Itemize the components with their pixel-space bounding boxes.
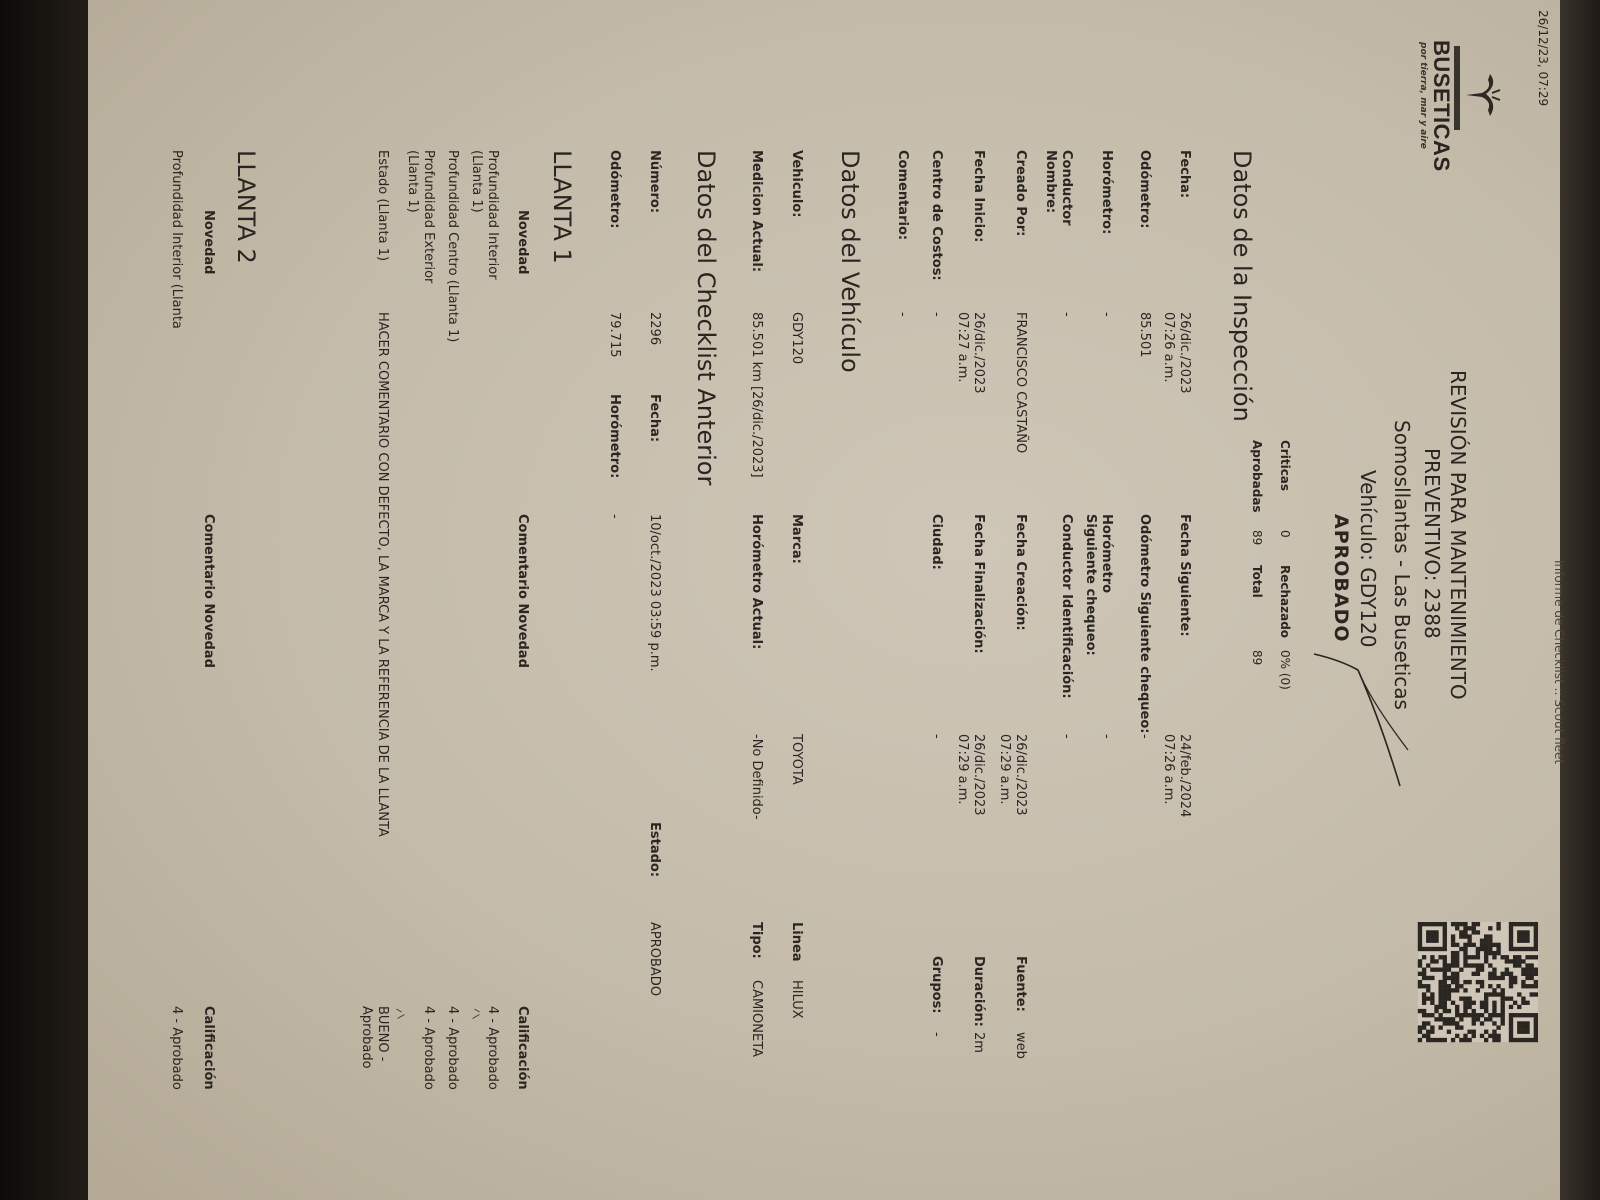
value-grupos: - bbox=[929, 1032, 944, 1037]
report-subtitle: Somosllantas - Las Buseticas bbox=[1390, 420, 1414, 710]
value-estado-anterior: APROBADO bbox=[647, 922, 662, 997]
pen-tick-mark bbox=[397, 1014, 404, 1019]
value-numero: 2296 bbox=[647, 312, 662, 346]
llanta1-row4-novedad: Estado (Llanta 1) bbox=[375, 150, 390, 262]
section-title-vehiculo: Datos del Vehículo bbox=[836, 150, 864, 373]
qr-code bbox=[1418, 922, 1538, 1042]
value-comentario: - bbox=[895, 312, 910, 317]
llanta2-row1-calificacion: 4 - Aprobado bbox=[169, 1006, 184, 1090]
llanta1-row4-comentario: HACER COMENTARIO CON DEFECTO, LA MARCA Y LA REFERENCIA DE LA LLANTA bbox=[375, 312, 390, 837]
handwritten-check-mark bbox=[1310, 650, 1410, 790]
label-fecha-siguiente: Fecha Siguiente: bbox=[1177, 514, 1192, 637]
value-tipo: CAMIONETA bbox=[749, 980, 764, 1058]
llanta2-col-comentario: Comentario Novedad bbox=[201, 514, 216, 668]
label-odometro-anterior: Odómetro: bbox=[607, 150, 622, 229]
value-fecha: 26/dic./2023 07:26 a.m. bbox=[1161, 312, 1192, 394]
value-marca: TOYOTA bbox=[789, 734, 804, 785]
logo-bar bbox=[1454, 46, 1460, 130]
value-medicion-actual: 85.501 km [26/dic./2023] bbox=[749, 312, 764, 478]
value-conductor-nombre: - bbox=[1059, 312, 1074, 317]
label-linea: Linea bbox=[789, 922, 804, 962]
logo-tagline: por tierra, mar y aire bbox=[1418, 42, 1428, 149]
value-odometro-siguiente: - bbox=[1137, 734, 1152, 739]
llanta1-col-calificacion: Calificación bbox=[515, 1006, 530, 1090]
stat-rechazado-value: 0% (0) bbox=[1278, 650, 1292, 690]
photo-background-left bbox=[0, 0, 88, 1200]
label-fecha: Fecha: bbox=[1177, 150, 1192, 199]
photo-background-right bbox=[1560, 0, 1600, 1200]
value-fecha-creacion: 26/dic./2023 07:29 a.m. bbox=[997, 734, 1028, 816]
value-fecha-anterior: 10/oct./2023 03:59 p.m. bbox=[647, 514, 662, 672]
value-fecha-finalizacion: 26/dic./2023 07:29 a.m. bbox=[955, 734, 986, 816]
logo-name: BUSETICAS bbox=[1429, 40, 1454, 172]
llanta1-row2-novedad: Profundidad Centro (Llanta 1) bbox=[445, 150, 460, 343]
stat-aprobadas-label: Aprobadas bbox=[1250, 440, 1264, 513]
llanta2-col-novedad: Novedad bbox=[201, 210, 216, 275]
value-duracion: 2m bbox=[971, 1032, 986, 1053]
stat-total-label: Total bbox=[1250, 565, 1264, 598]
paper-sheet bbox=[88, 0, 1566, 1200]
label-fecha-creacion: Fecha Creación: bbox=[1013, 514, 1028, 631]
value-fecha-inicio: 26/dic./2023 07:27 a.m. bbox=[955, 312, 986, 394]
value-fuente: web bbox=[1013, 1032, 1028, 1059]
llanta1-row1-calificacion: 4 - Aprobado bbox=[485, 1006, 500, 1090]
report-title-number: PREVENTIVO: 2388 bbox=[1420, 448, 1444, 639]
llanta1-row2-calificacion: 4 - Aprobado bbox=[445, 1006, 460, 1090]
value-ciudad: - bbox=[929, 734, 944, 739]
section-title-checklist-anterior: Datos del Checklist Anterior bbox=[692, 150, 720, 486]
document-page bbox=[88, 0, 1566, 1200]
value-creado-por: FRANCISCO CASTAÑO bbox=[1013, 312, 1028, 454]
label-comentario: Comentario: bbox=[895, 150, 910, 241]
label-estado-anterior: Estado: bbox=[647, 822, 662, 878]
label-creado-por: Creado Por: bbox=[1013, 150, 1028, 237]
llanta1-row3-calificacion: 4 - Aprobado bbox=[421, 1006, 436, 1090]
llanta2-col-calificacion: Calificación bbox=[201, 1006, 216, 1090]
value-horometro-siguiente: - bbox=[1099, 734, 1114, 739]
pen-tick-mark bbox=[472, 1014, 479, 1019]
label-ciudad: Ciudad: bbox=[929, 514, 944, 570]
label-conductor-identificacion: Conductor Identificación: bbox=[1059, 514, 1074, 699]
value-odometro: 85.501 bbox=[1137, 312, 1152, 358]
section-title-inspeccion: Datos de la Inspección bbox=[1228, 150, 1256, 422]
report-title: REVISIÓN PARA MANTENIMIENTO bbox=[1446, 370, 1470, 700]
vehicle-heading: Vehículo: GDY120 bbox=[1356, 470, 1380, 648]
label-fecha-finalizacion: Fecha Finalización: bbox=[971, 514, 986, 654]
stat-criticas-label: Criticas bbox=[1278, 440, 1292, 492]
label-grupos: Grupos: bbox=[929, 956, 944, 1014]
label-tipo: Tipo: bbox=[749, 922, 764, 959]
label-horometro-anterior: Horómetro: bbox=[607, 394, 622, 479]
label-horometro-actual: Horómetro Actual: bbox=[749, 514, 764, 650]
label-odometro: Odómetro: bbox=[1137, 150, 1152, 229]
label-centro-costos: Centro de Costos: bbox=[929, 150, 944, 281]
company-logo bbox=[1390, 32, 1500, 172]
llanta1-row3-novedad: Profundidad Exterior (Llanta 1) bbox=[405, 150, 436, 284]
pen-tick-mark bbox=[396, 1009, 402, 1013]
print-timestamp: 26/12/23, 07:29 bbox=[1536, 10, 1550, 107]
llanta1-col-novedad: Novedad bbox=[515, 210, 530, 275]
label-fecha-inicio: Fecha Inicio: bbox=[971, 150, 986, 243]
section-title-llanta-1: LLANTA 1 bbox=[548, 150, 576, 264]
llanta2-row1-novedad: Profundidad Interior (Llanta bbox=[169, 150, 184, 329]
value-centro-costos: - bbox=[929, 312, 944, 317]
label-fuente: Fuente: bbox=[1013, 956, 1028, 1012]
status-badge: APROBADO bbox=[1330, 514, 1352, 643]
print-header-partial: Informe de Checklist :: Scout fleet bbox=[1552, 560, 1566, 765]
value-vehiculo: GDY120 bbox=[789, 312, 804, 365]
pen-tick-mark bbox=[474, 1009, 480, 1013]
section-title-llanta-2: LLANTA 2 bbox=[232, 150, 260, 264]
llanta1-row1-novedad: Profundidad Interior (Llanta 1) bbox=[469, 150, 500, 280]
stat-rechazado-label: Rechazado bbox=[1278, 565, 1292, 639]
label-odometro-siguiente: Odómetro Siguiente chequeo: bbox=[1137, 514, 1152, 734]
llanta1-row4-calificacion: BUENO - Aprobado bbox=[359, 1006, 390, 1069]
label-medicion-actual: Medicion Actual: bbox=[749, 150, 764, 273]
stat-total-value: 89 bbox=[1250, 650, 1264, 666]
label-conductor-nombre: Conductor Nombre: bbox=[1043, 150, 1074, 226]
value-horometro: - bbox=[1099, 312, 1114, 317]
stat-criticas-value: 0 bbox=[1278, 530, 1292, 538]
label-marca: Marca: bbox=[789, 514, 804, 564]
value-linea: HILUX bbox=[789, 980, 804, 1019]
value-odometro-anterior: 79.715 bbox=[607, 312, 622, 358]
value-horometro-actual: -No Definido- bbox=[749, 734, 764, 820]
label-numero: Número: bbox=[647, 150, 662, 214]
value-horometro-anterior: - bbox=[607, 514, 622, 519]
value-conductor-identificacion: - bbox=[1059, 734, 1074, 739]
label-duracion: Duración: bbox=[971, 956, 986, 1027]
llanta1-col-comentario: Comentario Novedad bbox=[515, 514, 530, 668]
label-horometro-siguiente: Horómetro Siguiente chequeo: bbox=[1083, 514, 1114, 656]
label-vehiculo: Vehiculo: bbox=[789, 150, 804, 218]
label-horometro: Horómetro: bbox=[1099, 150, 1114, 235]
stat-aprobadas-value: 89 bbox=[1250, 530, 1264, 546]
label-fecha-anterior: Fecha: bbox=[647, 394, 662, 443]
value-fecha-siguiente: 24/feb./2024 07:26 a.m. bbox=[1161, 734, 1192, 818]
